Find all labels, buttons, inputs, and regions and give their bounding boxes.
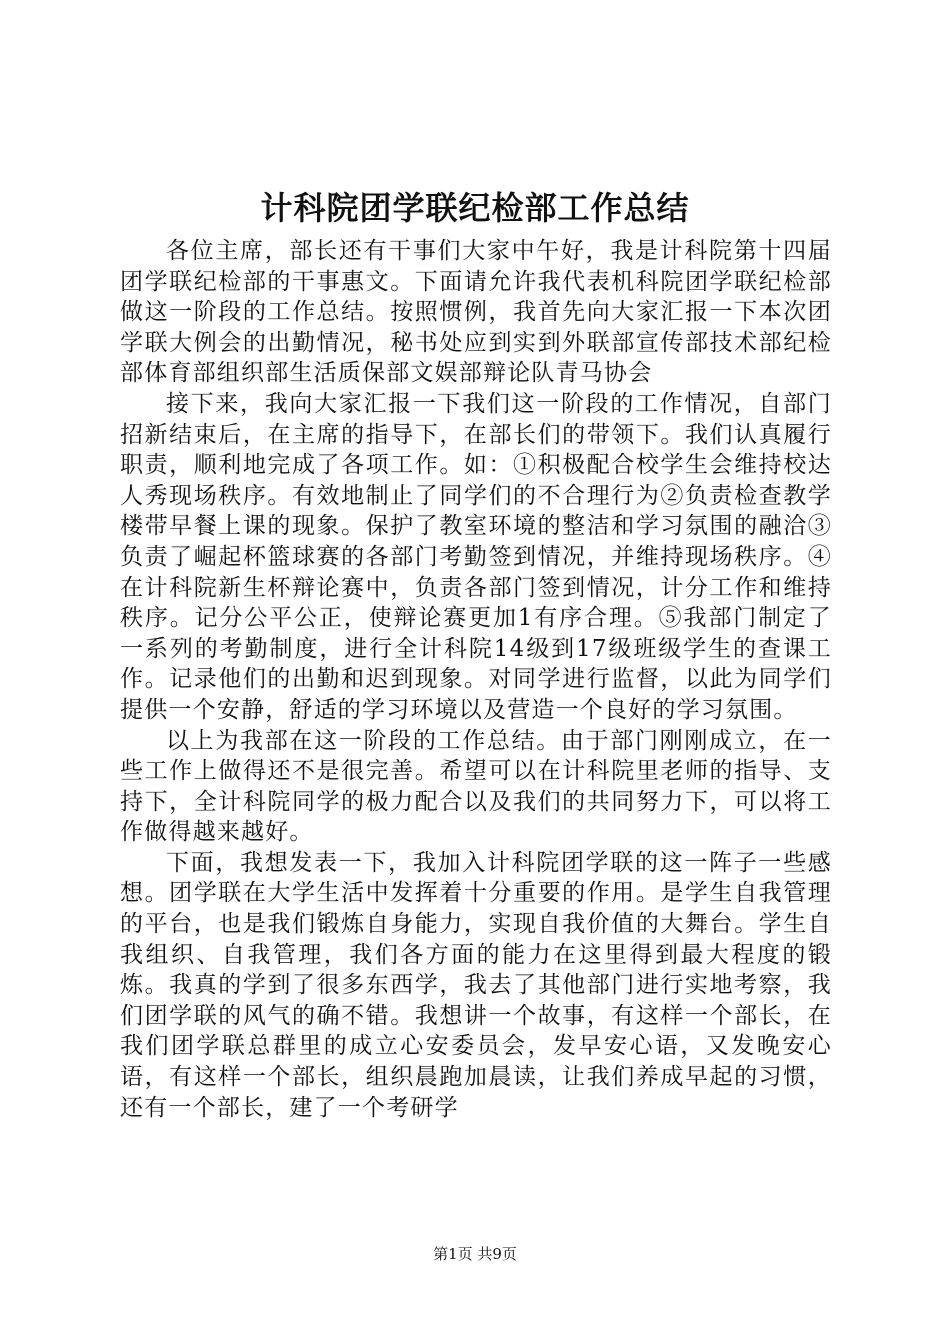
paragraph: 下面，我想发表一下，我加入计科院团学联的这一阵子一些感想。团学联在大学生活中发挥着十分重要的作用。是学生自我管理的平台，也是我们锻炼自身能力，实现自我价值的大舞台。学生自我组织、自我管理，我们各方面的能力在这里得到最大程度的锻炼。我真的学到了很多东西学，我去了其他部门进行实地考察，我们团学联的风气的确不错。我想讲一个故事，有这样一个部长，在我们团学联总群里的成立心安委员会，发早安心语，又发晚安心语，有这样一个部长，组织晨跑加晨读，让我们养成早起的习惯，还有一个部长，建了一个考研学	[120, 849, 832, 1121]
paragraph: 接下来，我向大家汇报一下我们这一阶段的工作情况，自部门招新结束后，在主席的指导下，在部长们的带领下。我们认真履行职责，顺利地完成了各项工作。如：①积极配合校学生会维持校达人秀现场秩序。有效地制止了同学们的不合理行为②负责检查教学楼带早餐上课的现象。保护了教室环境的整洁和学习氛围的融洽③负责了崛起杯篮球赛的各部门考勤签到情况，并维持现场秩序。④在计科院新生杯辩论赛中，负责各部门签到情况，计分工作和维持秩序。记分公平公正，使辩论赛更加1有序合理。⑤我部门制定了一系列的考勤制度，进行全计科院14级到17级班级学生的查课工作。记录他们的出勤和迟到现象。对同学进行监督，以此为同学们提供一个安静，舒适的学习环境以及营造一个良好的学习氛围。	[120, 390, 832, 723]
document-body	[120, 236, 832, 1123]
page-title: 计科院团学联纪检部工作总结	[260, 189, 690, 227]
paragraph: 以上为我部在这一阶段的工作总结。由于部门刚刚成立，在一些工作上做得还不是很完善。希望可以在计科院里老师的指导、支持下，全计科院同学的极力配合以及我们的共同努力下，可以将工作做得越来越好。	[120, 727, 832, 846]
paragraph: 各位主席，部长还有干事们大家中午好，我是计科院第十四届团学联纪检部的干事惠文。下面请允许我代表机科院团学联纪检部做这一阶段的工作总结。按照惯例，我首先向大家汇报一下本次团学联大例会的出勤情况，秘书处应到实到外联部宣传部技术部纪检部体育部组织部生活质保部文娱部辩论队青马协会	[120, 238, 832, 387]
page-number-footer: 第1页 共9页	[433, 1245, 517, 1263]
